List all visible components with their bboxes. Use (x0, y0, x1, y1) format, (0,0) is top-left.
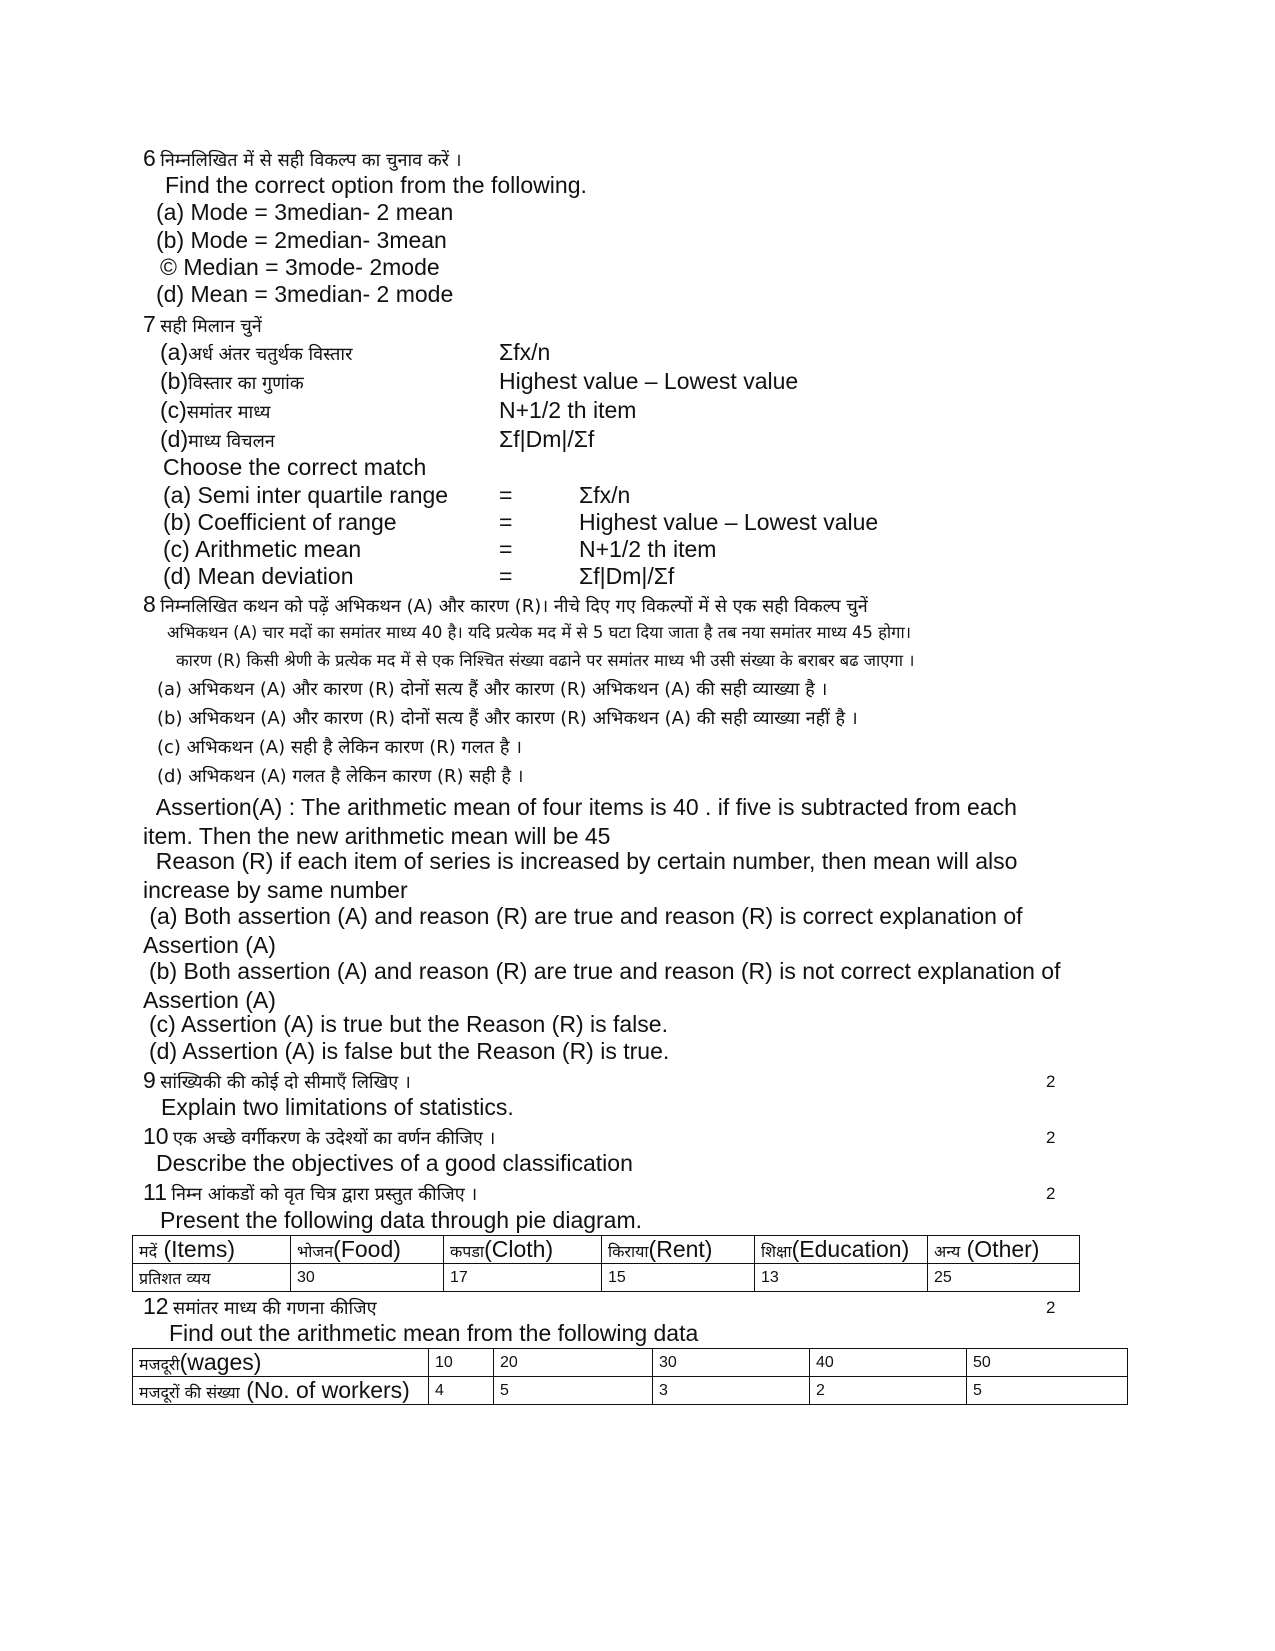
wages-table (132, 1348, 1128, 1405)
q7-english-label-a: (a) Semi inter quartile range (163, 482, 449, 508)
table-cell: मजदूरों की संख्या (No. of workers) (133, 1377, 429, 1405)
q8-hindi-option-b: (b) अभिकथन (A) और कारण (R) दोनों सत्य हैं और कारण (R) अभिकथन (A) की सही व्याख्या नहीं है । (157, 708, 858, 729)
q7-hindi-row-a: (a)अर्ध अंतर चतुर्थक विस्तार (160, 339, 353, 365)
table-cell: 40 (810, 1349, 967, 1377)
q7-hindi-formula-c: N+1/2 th item (499, 397, 637, 423)
q8-english-option-a: (a) Both assertion (A) and reason (R) are true and reason (R) is correct explanation of Assertion (A) (143, 903, 1028, 958)
table-row (133, 1377, 1128, 1405)
table-cell: अन्य (Other) (928, 1236, 1080, 1264)
table-cell: भोजन(Food) (291, 1236, 444, 1264)
q7-hindi: सही मिलान चुनें (160, 316, 262, 337)
q8-reason: Reason (R) if each item of series is increased by certain number, then mean will also increase by same number (143, 848, 1024, 903)
table-cell: 30 (291, 1264, 444, 1292)
table-row (133, 1349, 1128, 1377)
q7-english-label-b: (b) Coefficient of range (163, 509, 397, 535)
q7-english-eq-c: = (499, 536, 513, 562)
q7-english: Choose the correct match (163, 454, 427, 480)
table-cell: 30 (653, 1349, 810, 1377)
q9-hindi: सांख्यिकी की कोई दो सीमाएँ लिखिए । (160, 1072, 411, 1093)
q8-english-option-d: (d) Assertion (A) is false but the Reason (R) is true. (149, 1038, 670, 1064)
table-cell: किराया(Rent) (602, 1236, 755, 1264)
q6-option-d: (d) Mean = 3median- 2 mode (156, 281, 454, 307)
table-cell: 17 (444, 1264, 602, 1292)
q8-english-option-b: (b) Both assertion (A) and reason (R) are true and reason (R) is not correct explanation of Assertion (A) (143, 958, 1061, 1013)
q8-hindi-line-1: निम्नलिखित कथन को पढ़ें अभिकथन (A) और कारण (R)। नीचे दिए गए विकल्पों में से एक सही विकल्प चुनें (160, 596, 868, 617)
q11-hindi: निम्न आंकडों को वृत चित्र द्वारा प्रस्तुत कीजिए । (171, 1184, 478, 1205)
q8-hindi-option-c: (c) अभिकथन (A) सही है लेकिन कारण (R) गलत है । (157, 737, 522, 758)
table-cell: 20 (494, 1349, 653, 1377)
q6-option-b: (b) Mode = 2median- 3mean (156, 227, 447, 253)
q8-hindi-option-d: (d) अभिकथन (A) गलत है लेकिन कारण (R) सही है । (157, 766, 524, 787)
pie-data-table (132, 1235, 1080, 1292)
q8-hindi-line-3: कारण (R) किसी श्रेणी के प्रत्येक मद में से एक निश्चित संख्या वढाने पर समांतर माध्य भी उसी संख्या के बराबर बढ जाएगा । (176, 651, 915, 670)
q7-english-formula-c: N+1/2 th item (579, 536, 717, 562)
q7-english-label-d: (d) Mean deviation (163, 563, 354, 589)
q7-english-eq-b: = (499, 509, 513, 535)
q12-hindi: समांतर माध्य की गणना कीजिए (173, 1298, 377, 1319)
q7-hindi-formula-b: Highest value – Lowest value (499, 368, 799, 394)
q12-number: 12 (143, 1293, 169, 1319)
q12-heading (143, 1294, 377, 1319)
q6-option-c: © Median = 3mode- 2mode (160, 254, 440, 280)
q6-heading (143, 146, 462, 171)
q7-hindi-row-b: (b)विस्तार का गुणांक (160, 368, 304, 394)
table-cell: 25 (928, 1264, 1080, 1292)
q12-english: Find out the arithmetic mean from the following data (169, 1320, 699, 1346)
q9-marks: 2 (1046, 1072, 1056, 1091)
q7-english-formula-a: Σfx/n (579, 482, 631, 508)
q7-hindi-formula-d: Σf|Dm|/Σf (499, 426, 595, 452)
q10-marks: 2 (1046, 1128, 1056, 1147)
q7-number: 7 (143, 311, 156, 337)
q8-hindi-line-2: अभिकथन (A) चार मदों का समांतर माध्य 40 है। यदि प्रत्येक मद में से 5 घटा दिया जाता है तब नया समांतर माध्य 45 होगा। (167, 623, 911, 642)
table-cell: 2 (810, 1377, 967, 1405)
q11-marks: 2 (1046, 1184, 1056, 1203)
q10-hindi: एक अच्छे वर्गीकरण के उदेश्यों का वर्णन कीजिए । (173, 1128, 496, 1149)
q8-hindi-option-a: (a) अभिकथन (A) और कारण (R) दोनों सत्य हैं और कारण (R) अभिकथन (A) की सही व्याख्या है । (157, 679, 828, 700)
q8-assertion: Assertion(A) : The arithmetic mean of four items is 40 . if five is subtracted from each item. Then the new arithmetic mean will be 45 (143, 794, 1024, 849)
q7-hindi-row-d: (d)माध्य विचलन (160, 426, 275, 452)
table-cell: 13 (755, 1264, 928, 1292)
q6-english: Find the correct option from the following. (165, 172, 587, 198)
q7-english-eq-a: = (499, 482, 513, 508)
q7-heading (143, 312, 262, 337)
q10-number: 10 (143, 1123, 169, 1149)
q6-hindi: निम्नलिखित में से सही विकल्प का चुनाव करें । (160, 150, 462, 171)
q9-english: Explain two limitations of statistics. (161, 1094, 514, 1120)
table-cell: शिक्षा(Education) (755, 1236, 928, 1264)
q6-option-a: (a) Mode = 3median- 2 mean (156, 199, 454, 225)
q7-english-formula-d: Σf|Dm|/Σf (579, 563, 675, 589)
table-header-row (133, 1236, 1080, 1264)
q8-number: 8 (143, 591, 156, 617)
q7-hindi-row-c: (c)समांतर माध्य (160, 397, 271, 423)
q7-english-label-c: (c) Arithmetic mean (163, 536, 362, 562)
q11-heading (143, 1180, 477, 1205)
table-cell: 5 (967, 1377, 1128, 1405)
table-cell: कपडा(Cloth) (444, 1236, 602, 1264)
table-cell: 50 (967, 1349, 1128, 1377)
q9-number: 9 (143, 1067, 156, 1093)
q7-english-eq-d: = (499, 563, 513, 589)
q8-english-option-c: (c) Assertion (A) is true but the Reason (R) is false. (149, 1011, 668, 1037)
table-cell: मदें (Items) (133, 1236, 291, 1264)
table-cell: 3 (653, 1377, 810, 1405)
q7-hindi-formula-a: Σfx/n (499, 339, 551, 365)
table-cell: प्रतिशत व्यय (133, 1264, 291, 1292)
table-cell: 10 (429, 1349, 494, 1377)
table-cell: 15 (602, 1264, 755, 1292)
q10-english: Describe the objectives of a good classification (156, 1150, 633, 1176)
q9-heading (143, 1068, 411, 1093)
q11-english: Present the following data through pie diagram. (160, 1207, 643, 1233)
table-cell: 4 (429, 1377, 494, 1405)
q8-heading (143, 592, 868, 617)
table-row (133, 1264, 1080, 1292)
q6-number: 6 (143, 145, 156, 171)
q10-heading (143, 1124, 495, 1149)
table-cell: मजदूरी(wages) (133, 1349, 429, 1377)
q11-number: 11 (143, 1179, 167, 1205)
q7-english-formula-b: Highest value – Lowest value (579, 509, 879, 535)
q12-marks: 2 (1046, 1298, 1056, 1317)
table-cell: 5 (494, 1377, 653, 1405)
